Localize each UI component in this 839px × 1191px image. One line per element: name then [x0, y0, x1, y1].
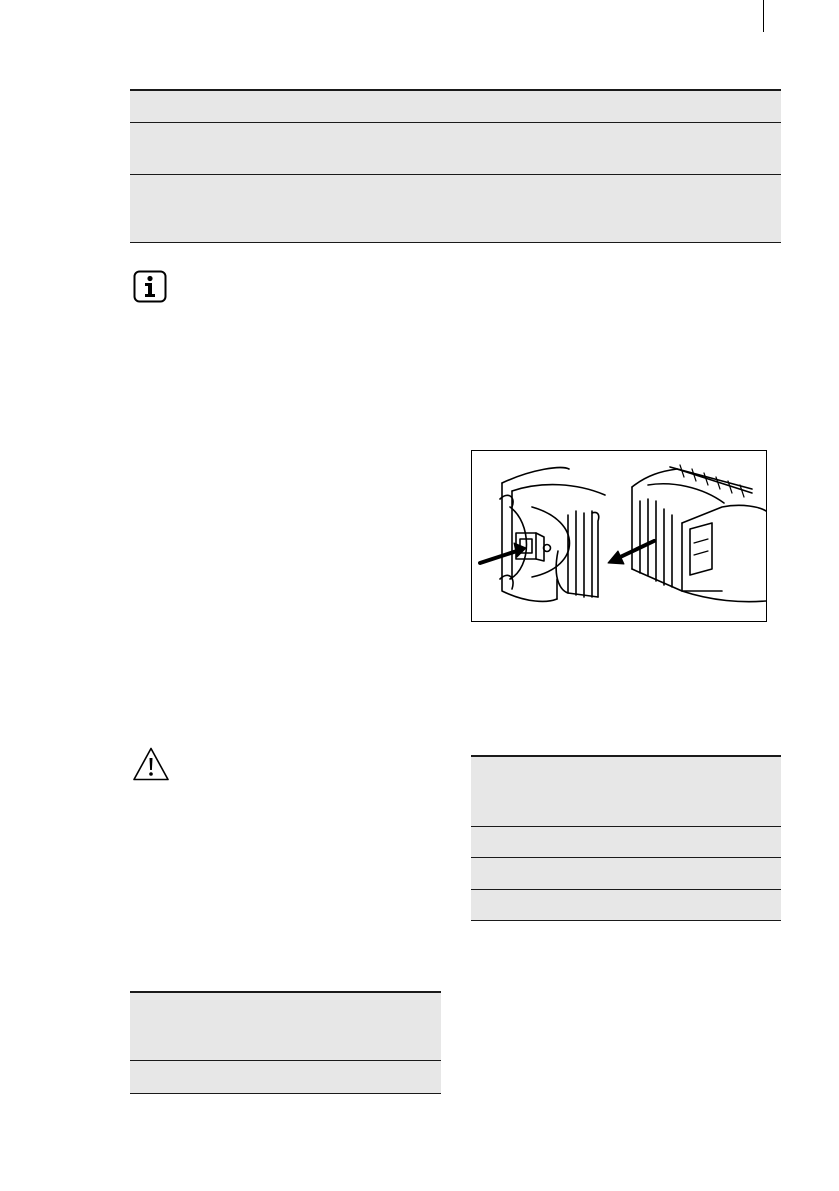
crop-mark	[763, 0, 764, 32]
table-rule	[471, 920, 781, 921]
table-row	[130, 123, 781, 174]
table-row	[471, 827, 781, 857]
connector-unplugging-illustration	[471, 450, 767, 622]
table-row	[471, 858, 781, 889]
table-row	[130, 175, 781, 242]
table-row	[130, 1061, 441, 1093]
table-header-row	[471, 757, 781, 826]
left-table	[130, 991, 441, 1094]
table-rule	[130, 242, 781, 243]
table-header-row	[130, 993, 441, 1060]
warning-icon	[132, 746, 170, 782]
top-table	[130, 89, 781, 243]
table-row	[471, 890, 781, 920]
info-icon	[133, 270, 167, 303]
table-header-row	[130, 91, 781, 122]
right-table	[471, 755, 781, 922]
table-rule	[130, 1093, 441, 1094]
